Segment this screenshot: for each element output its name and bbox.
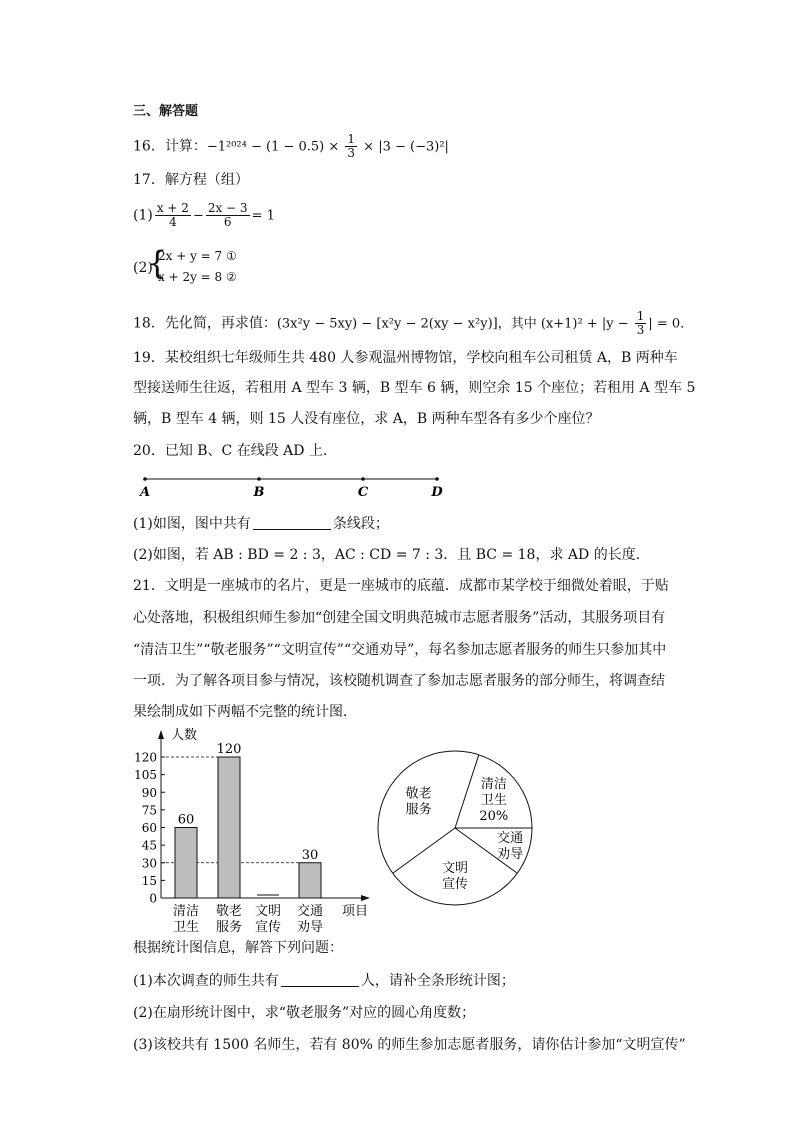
- q17-brace: {: [147, 244, 168, 282]
- pie-slice-label: 服务: [405, 802, 432, 818]
- question-20-part1: (1)如图，图中共有 条线段；: [133, 516, 389, 532]
- q17-eq1: 2x + y = 7 ①: [158, 249, 237, 263]
- category-label: 交通: [296, 904, 324, 919]
- bar-value-label: 120: [216, 742, 242, 757]
- label-c: C: [357, 485, 369, 500]
- q16-expr: −1²⁰²⁴ − (1 − 0.5) ×: [206, 139, 344, 155]
- question-21-line4: 一项．为了解各项目参与情况，该校随机调查了参加志愿者服务的部分师生，将调查结: [133, 673, 665, 689]
- question-21-line1: 21．文明是一座城市的名片，更是一座城市的底蕴．成都市某学校于细微处着眼，于贴: [133, 578, 669, 594]
- q17-frac2: $\frac{2x - 3}{6}$: [207, 201, 248, 229]
- category-label: 清洁: [172, 904, 200, 919]
- question-17-part1: (1) $\frac{x + 2}{4}$ − $\frac{2x - 3}{6}$ = 1: [133, 201, 275, 229]
- bar-3: [299, 863, 321, 898]
- blank-line[interactable]: [253, 515, 331, 530]
- bar-chart-ylabel: 人数: [171, 728, 198, 743]
- question-20-part2: (2)如图，若 AB : BD = 2 : 3，AC : CD = 7 : 3．且 BC = 18，求 AD 的长度．: [133, 547, 650, 563]
- y-tick-label: 30: [141, 856, 157, 871]
- pie-chart: [375, 748, 540, 913]
- q18-fraction: $\frac{1}{3}$: [636, 309, 645, 337]
- point-a: [143, 477, 147, 481]
- question-21-line5: 果绘制成如下两幅不完整的统计图．: [133, 704, 357, 720]
- question-19-line3: 辆，B 型车 4 辆，则 15 人没有座位，求 A，B 两种车型各有多少个座位？: [133, 411, 600, 427]
- y-tick-label: 105: [134, 768, 157, 783]
- pie-slice-label: 文明: [441, 861, 469, 876]
- question-21-answer2: (2)在扇形统计图中，求“敬老服务”对应的圆心角度数；: [133, 1005, 476, 1021]
- q16-label: 16．计算：: [133, 138, 207, 155]
- question-16: [133, 133, 449, 160]
- pie-slice-label: 清洁: [480, 776, 507, 792]
- point-c: [361, 477, 365, 481]
- q17-part2-label: (2): [133, 260, 153, 276]
- pie-slice-label: 敬老: [405, 786, 432, 802]
- label-a: A: [139, 485, 151, 500]
- q16-fraction: $\frac{1}{3}$: [347, 132, 356, 160]
- y-tick-label: 75: [141, 803, 157, 818]
- question-19-line1: 19．某校组织七年级师生共 480 人参观温州博物馆，学校向租车公司租赁 A，B 两种车: [133, 350, 678, 366]
- category-label: 服务: [215, 920, 243, 935]
- y-tick-label: 90: [141, 785, 157, 800]
- bar-chart: [133, 722, 383, 940]
- y-axis-arrow: [158, 730, 164, 739]
- label-d: D: [431, 485, 443, 500]
- question-21-line2: 心处落地，积极组织师生参加“创建全国文明典范城市志愿者服务”活动，其服务项目有: [133, 610, 666, 626]
- question-21-line3: “清洁卫生”“敬老服务”“文明宣传”“交通劝导”，每名参加志愿者服务的师生只参加其中: [133, 642, 667, 658]
- y-tick-label: 120: [134, 750, 157, 765]
- pie-slice-label: 劝导: [497, 846, 524, 862]
- bar-1: [218, 757, 240, 898]
- question-17-title: 17．解方程（组）: [133, 172, 249, 188]
- category-label: 文明: [254, 904, 282, 919]
- y-tick-label: 15: [141, 873, 157, 888]
- bar-value-label: 30: [301, 847, 319, 863]
- chart-instructions: 根据统计图信息，解答下列问题：: [133, 940, 343, 956]
- bar-value-label: 60: [177, 812, 195, 828]
- q16-tail: × |3 − (−3)²|: [359, 139, 449, 155]
- x-axis-arrow: [361, 895, 370, 901]
- category-label: 敬老: [215, 904, 243, 919]
- y-tick-label: 0: [149, 891, 157, 906]
- question-19-line2: 型接送师生往返，若租用 A 型车 3 辆，B 型车 6 辆，则空余 15 个座位；若租用 A 型车 5: [133, 380, 696, 396]
- category-label: 劝导: [296, 920, 324, 935]
- bar-chart-xlabel: 项目: [342, 904, 369, 919]
- pie-slice-label: 20%: [479, 808, 509, 824]
- bar-0: [175, 828, 197, 899]
- label-b: B: [253, 485, 265, 500]
- category-label: 卫生: [172, 920, 200, 935]
- section-title: 三、解答题: [133, 104, 199, 119]
- question-20-line1: 20．已知 B、C 在线段 AD 上．: [133, 443, 337, 459]
- blank-line-2[interactable]: [281, 972, 359, 987]
- point-b: [257, 477, 261, 481]
- pie-slice-label: 宣传: [441, 877, 469, 892]
- category-label: 宣传: [254, 920, 282, 935]
- segment-figure: [133, 470, 453, 502]
- question-18: 18．先化简，再求值：(3x²y − 5xy) − [x²y − 2(xy − x²y)]，其中 (x+1)² + |y − $\frac{1}{3}$ | = 0．: [133, 309, 694, 337]
- q17-frac1: $\frac{x + 2}{4}$: [156, 201, 189, 229]
- question-21-answer3: (3)该校共有 1500 名师生，若有 80% 的师生参加志愿者服务，请你估计参加“文明宣传”: [133, 1037, 686, 1053]
- y-tick-label: 45: [141, 838, 157, 853]
- pie-slice-label: 交通: [497, 830, 524, 846]
- point-d: [435, 477, 439, 481]
- q17-eq2: x + 2y = 8 ②: [158, 270, 237, 284]
- question-21-answer1: (1)本次调查的师生共有 人，请补全条形统计图；: [133, 973, 515, 989]
- y-tick-label: 60: [141, 821, 157, 835]
- pie-slice-label: 卫生: [480, 792, 507, 808]
